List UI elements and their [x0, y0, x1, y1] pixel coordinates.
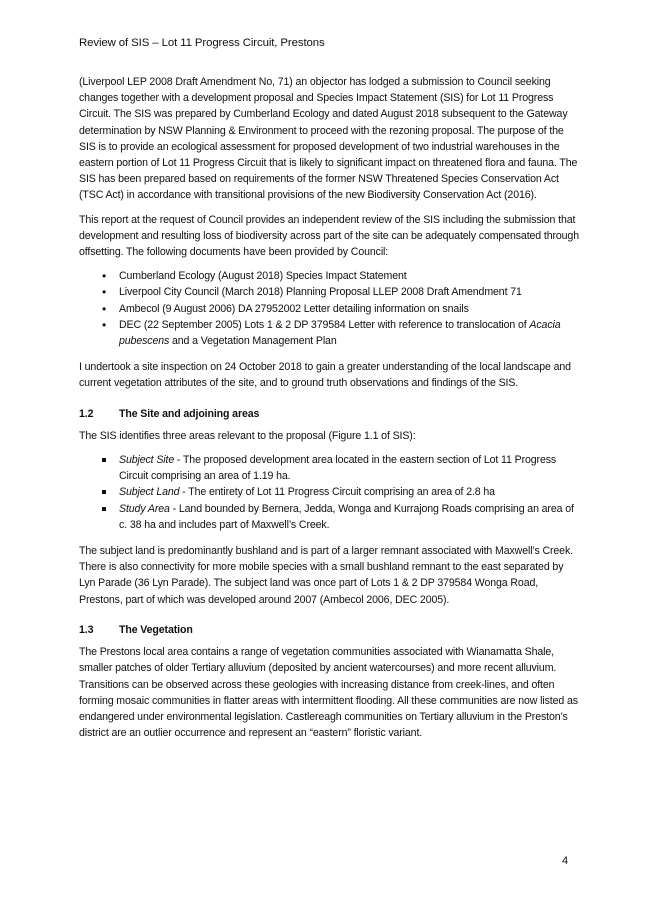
list-item: [79, 501, 579, 533]
list-item-tail: and a Vegetation Management Plan: [169, 335, 337, 348]
list-item-text: Cumberland Ecology (August 2018) Species Impact Statement: [119, 270, 407, 283]
area-description: - The proposed development area located in the eastern section of Lot 11 Progress Circuit comprising an area of 1.19 ha.: [119, 454, 557, 483]
page-number: 4: [562, 855, 569, 867]
list-item: [79, 452, 579, 484]
section-title: The Vegetation: [119, 623, 193, 636]
area-term: Study Area: [119, 502, 170, 515]
area-term: Subject Land: [119, 486, 180, 499]
list-item-text: DEC (22 September 2005) Lots 1 & 2 DP 379584 Letter with reference to translocation of: [119, 318, 530, 331]
subject-land-paragraph: The subject land is predominantly bushland and is part of a larger remnant associated with Maxwell’s Creek. There is also connectivity for more mobile species with a small bushland remnant to the east separated by Lyn Parade (36 Lyn Parade). The subject land was once part of Lots 1 & 2 DP 379584 Wonga Road, Prestons, part of which was developed around 2007 (Ambecol 2006, DEC 2005).: [79, 545, 573, 606]
species-name: Acacia pubescens: [119, 318, 561, 348]
list-item: [79, 484, 579, 500]
running-header: Review of SIS – Lot 11 Progress Circuit, Prestons: [79, 37, 325, 49]
areas-list: [79, 452, 579, 533]
intro-paragraph: (Liverpool LEP 2008 Draft Amendment No, 71) an objector has lodged a submission to Council seeking changes together with a development proposal and Species Impact Statement (SIS) for Lot 11 Progress Circuit. The SIS was prepared by Cumberland Ecology and dated August 2018 subsequent to the Gateway determination by NSW Planning & Environment to proceed with the rezoning proposal. The purpose of the SIS is to provide an ecological assessment for proposed development of two industrial warehouses in the eastern portion of Lot 11 Progress Circuit that is likely to significant impact on threatened flora and fauna. The SIS has been prepared based on requirements of the former NSW Threatened Species Conservation Act (TSC Act) in accordance with transitional provisions of the new Biodiversity Conservation Act (2016).: [79, 76, 578, 202]
list-item: [79, 317, 579, 349]
documents-list: [79, 268, 579, 349]
vegetation-paragraph: The Prestons local area contains a range of vegetation communities associated with Wianamatta Shale, smaller patches of older Tertiary alluvium (deposited by ancient watercourses) and more recent alluvium. Transitions can be observed across these geologies with increasing distance from creek-lines, and often forming mosaic communities in flatter areas with intermittent flooding. All these communities are now listed as endangered under environmental legislation. Castlereagh communities on Tertiary alluvium in the Preston’s district are an outlier occurrence and represent an “eastern” floristic variant.: [79, 646, 578, 740]
area-description: - Land bounded by Bernera, Jedda, Wonga and Kurrajong Roads comprising an area of c. 38 ha and includes part of Maxwell’s Creek.: [119, 502, 574, 531]
section-title: The Site and adjoining areas: [119, 407, 260, 420]
list-item: [79, 301, 579, 317]
list-item: [79, 284, 579, 300]
document-body: [79, 74, 579, 749]
list-item-text: Liverpool City Council (March 2018) Planning Proposal LLEP 2008 Draft Amendment 71: [119, 286, 522, 299]
list-item: [79, 268, 579, 284]
section-number: 1.2: [79, 407, 94, 420]
areas-intro-paragraph: The SIS identifies three areas relevant to the proposal (Figure 1.1 of SIS):: [79, 429, 416, 442]
area-term: Subject Site: [119, 454, 175, 467]
section-number: 1.3: [79, 623, 94, 636]
section-heading-1-2: [79, 406, 579, 422]
inspection-paragraph: I undertook a site inspection on 24 October 2018 to gain a greater understanding of the local landscape and current vegetation attributes of the site, and to ground truth observations and findings of the SIS.: [79, 361, 571, 390]
section-heading-1-3: [79, 622, 579, 638]
list-item-text: Ambecol (9 August 2006) DA 27952002 Letter detailing information on snails: [119, 302, 469, 315]
review-paragraph: This report at the request of Council provides an independent review of the SIS including the submission that development and resulting loss of biodiversity across part of the site can be adequately compensated through offsetting. The following documents have been provided by Council:: [79, 213, 579, 259]
area-description: - The entirety of Lot 11 Progress Circuit comprising an area of 2.8 ha: [179, 486, 495, 499]
